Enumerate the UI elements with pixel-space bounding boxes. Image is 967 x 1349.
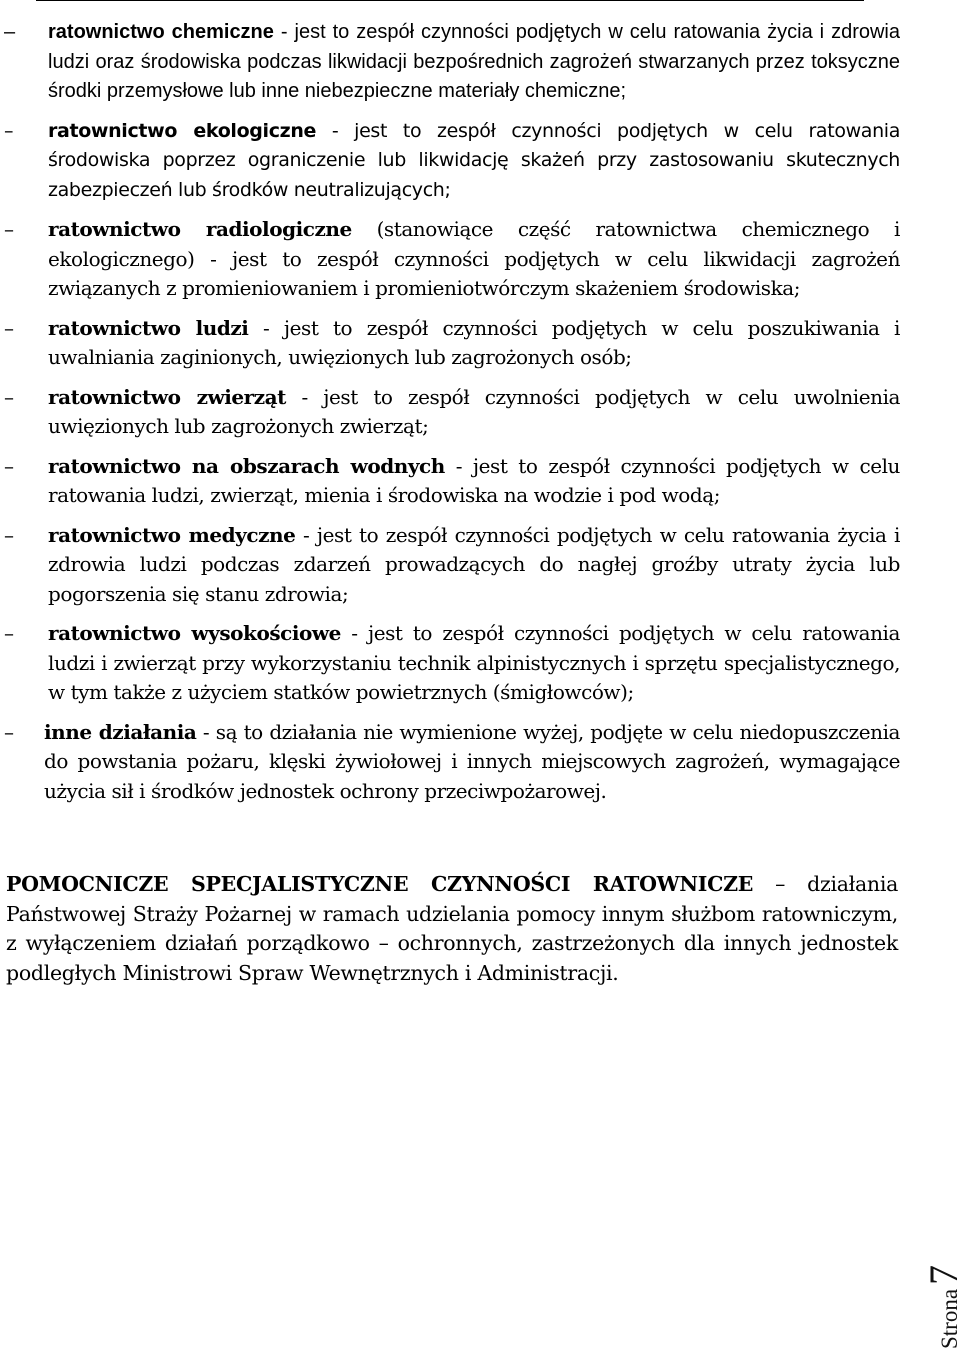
definition-text: - jest to zespół czynności podjętych w celu poszukiwania i uwalniania zaginionych, uwięzionych lub zagrożonych osób; xyxy=(48,315,900,369)
list-item-people xyxy=(0,314,900,373)
definition-text: - są to działania nie wymienione wyżej, podjęte w celu niedopuszczenia do powstania pożaru, klęski żywiołowej i innych miejscowych zagrożeń, wymagające użycia sił i środków jednostek ochrony przeciwpożarowej. xyxy=(44,719,900,803)
list-dash: – xyxy=(4,217,14,241)
definition-term: ratownictwo chemiczne xyxy=(48,21,274,43)
definition-term: ratownictwo wysokościowe xyxy=(48,621,341,645)
definition-text: (stanowiące część ratownictwa chemicznego i ekologicznego) - jest to zespół czynności podjętych w celu likwidacji zagrożeń związanych z promieniowaniem i promieniotwórczym skażeniem środowiska; xyxy=(48,217,900,300)
list-dash: – xyxy=(4,119,14,142)
definition-text: - jest to zespół czynności podjętych w celu uwolnienia uwięzionych lub zagrożonych zwierząt; xyxy=(48,384,900,438)
definition-text: - jest to zespół czynności podjętych w celu ratowania ludzi, zwierząt, mienia i środowiska na wodzie i pod wodą; xyxy=(48,453,900,507)
list-item-chemical xyxy=(0,18,900,107)
definition-term: ratownictwo medyczne xyxy=(48,522,296,547)
definition-text: - jest to zespół czynności podjętych w celu ratowania ludzi i zwierząt przy wykorzystaniu technik alpinistycznych i sprzętu specjalistycznego, w tym także z użyciem statków powietrznych (śmigłowców); xyxy=(48,621,900,704)
page-number-rotated xyxy=(920,1252,966,1349)
definition-term: inne działania xyxy=(44,719,197,744)
list-dash: – xyxy=(4,453,14,478)
list-item-animals xyxy=(0,383,900,442)
definition-term: ratownictwo zwierząt xyxy=(48,384,286,409)
page-word: Strona xyxy=(937,1288,962,1349)
list-item-radiological xyxy=(0,215,900,304)
definition-term: ratownictwo ludzi xyxy=(48,315,249,340)
list-dash: – xyxy=(4,315,14,340)
list-item-other xyxy=(0,718,900,807)
definition-term: ratownictwo radiologiczne xyxy=(48,217,352,241)
list-dash: – xyxy=(4,522,14,547)
section-term: POMOCNICZE SPECJALISTYCZNE CZYNNOŚCI RATOWNICZE xyxy=(6,872,754,896)
section-text: – działania Państwowej Straży Pożarnej w ramach udzielania pomocy innym służbom ratowniczym, z wyłączeniem działań porządkowo – ochronnych, zastrzeżonych dla innych jednostek podległych Ministrowi Spraw Wewnętrznych i Administracji. xyxy=(6,872,899,985)
definition-text: - jest to zespół czynności podjętych w celu ratowania środowiska poprzez ograniczenie lub likwidację skażeń przy zastosowaniu skutecznych zabezpieczeń lub środków neutralizujących; xyxy=(48,119,900,201)
page-number-label xyxy=(920,1252,966,1349)
list-dash: – xyxy=(4,719,14,744)
top-rule xyxy=(36,0,864,1)
list-dash: – xyxy=(4,21,16,43)
list-item-water xyxy=(0,452,900,511)
definition-text: - jest to zespół czynności podjętych w celu ratowania życia i zdrowia ludzi podczas zdarzeń prowadzących do nagłej groźby utraty życia lub pogorszenia się stanu zdrowia; xyxy=(48,522,900,606)
auxiliary-section-paragraph xyxy=(6,870,898,988)
list-item-ecological xyxy=(0,117,900,206)
list-item-medical xyxy=(0,521,900,610)
definition-term: ratownictwo ekologiczne xyxy=(48,119,317,142)
definition-list xyxy=(0,18,900,816)
page-number: 7 xyxy=(921,1264,966,1285)
definition-term: ratownictwo na obszarach wodnych xyxy=(48,453,445,478)
list-dash: – xyxy=(4,384,14,409)
list-item-height xyxy=(0,619,900,708)
definition-text: - jest to zespół czynności podjętych w celu ratowania życia i zdrowia ludzi oraz środowiska podczas likwidacji bezpośrednich zagrożeń stwarzanych przez toksyczne środki przemysłowe lub inne niebezpieczne materiały chemiczne; xyxy=(48,21,900,102)
list-dash: – xyxy=(4,621,14,645)
